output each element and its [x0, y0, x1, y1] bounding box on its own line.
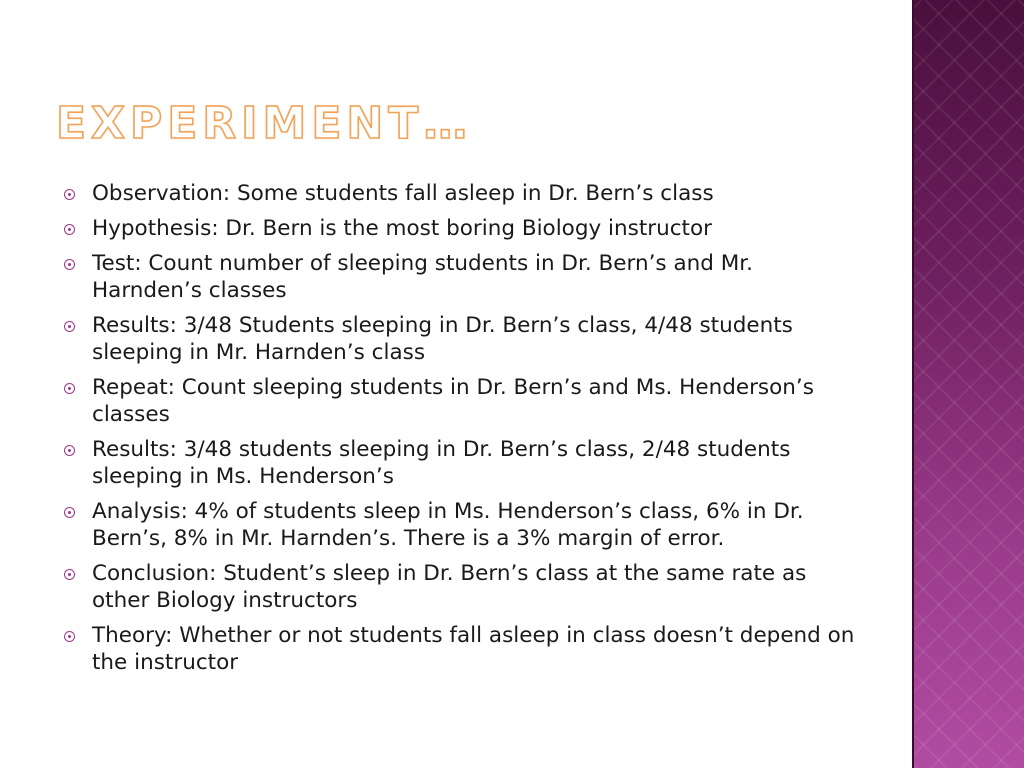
bullet-item-results-2 — [60, 436, 860, 490]
bullet-item-observation — [60, 180, 860, 207]
bullet-text: Repeat: Count sleeping students in Dr. Bern’s and Ms. Henderson’s classes — [92, 375, 814, 427]
circled-dot-icon — [64, 224, 75, 235]
circled-dot-icon — [64, 445, 75, 456]
bullet-text: Conclusion: Student’s sleep in Dr. Bern’s class at the same rate as other Biology instructors — [92, 561, 807, 613]
bullet-item-hypothesis — [60, 215, 860, 242]
bullet-text: Analysis: 4% of students sleep in Ms. Henderson’s class, 6% in Dr. Bern’s, 8% in Mr. Harnden’s. There is a 3% margin of error. — [92, 499, 804, 551]
bullet-text: Hypothesis: Dr. Bern is the most boring Biology instructor — [92, 216, 712, 241]
bullet-item-theory — [60, 622, 860, 676]
bullet-item-test — [60, 250, 860, 304]
bullet-item-repeat — [60, 374, 860, 428]
bullet-item-conclusion — [60, 560, 860, 614]
bullet-text: Theory: Whether or not students fall asleep in class doesn’t depend on the instructor — [92, 623, 855, 675]
bullet-list — [60, 180, 860, 684]
circled-dot-icon — [64, 383, 75, 394]
circled-dot-icon — [64, 631, 75, 642]
slide-title: EXPERIMENT… — [56, 98, 473, 149]
circled-dot-icon — [64, 189, 75, 200]
bullet-item-analysis — [60, 498, 860, 552]
circled-dot-icon — [64, 569, 75, 580]
bullet-text: Results: 3/48 Students sleeping in Dr. Bern’s class, 4/48 students sleeping in Mr. Harnden’s class — [92, 313, 793, 365]
bullet-item-results-1 — [60, 312, 860, 366]
decorative-side-band — [912, 0, 1024, 768]
circled-dot-icon — [64, 507, 75, 518]
circled-dot-icon — [64, 259, 75, 270]
circled-dot-icon — [64, 321, 75, 332]
bullet-text: Results: 3/48 students sleeping in Dr. Bern’s class, 2/48 students sleeping in Ms. Henderson’s — [92, 437, 791, 489]
bullet-text: Test: Count number of sleeping students in Dr. Bern’s and Mr. Harnden’s classes — [92, 251, 753, 303]
bullet-text: Observation: Some students fall asleep in Dr. Bern’s class — [92, 181, 714, 206]
